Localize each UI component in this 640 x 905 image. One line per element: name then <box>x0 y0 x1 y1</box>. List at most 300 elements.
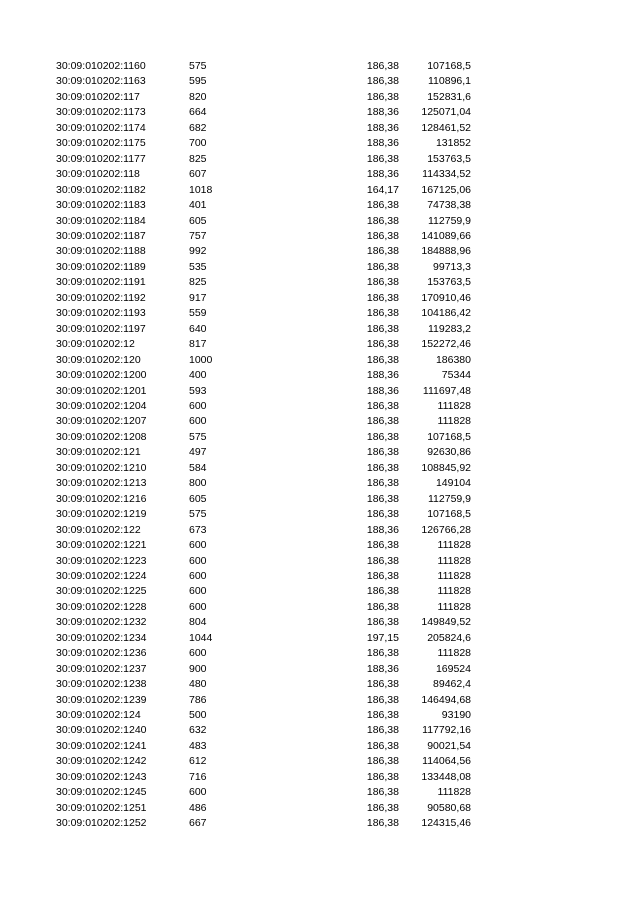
value-cell: 90021,54 <box>427 739 471 752</box>
value-cell: 111828 <box>437 786 471 799</box>
table-row <box>56 399 471 414</box>
rate-cell: 186,38 <box>366 678 399 691</box>
value-cell: 107168,5 <box>427 508 471 521</box>
value-cell: 90580,68 <box>427 801 471 814</box>
area-cell: 595 <box>189 75 207 88</box>
table-row <box>56 121 471 136</box>
value-cell: 170910,46 <box>421 291 471 304</box>
rate-cell: 186,38 <box>366 322 399 335</box>
cadastral-number-cell: 30:09:010202:1241 <box>56 739 147 752</box>
value-cell: 152831,6 <box>427 90 471 103</box>
rate-cell: 186,38 <box>366 353 399 366</box>
rate-cell: 186,38 <box>366 801 399 814</box>
cadastral-number-cell: 30:09:010202:1175 <box>56 137 146 150</box>
area-cell: 400 <box>189 369 207 382</box>
table-row <box>56 384 471 399</box>
rate-cell: 186,38 <box>366 430 399 443</box>
value-cell: 111828 <box>437 415 471 428</box>
table-row <box>56 507 471 522</box>
value-cell: 128461,52 <box>421 121 471 134</box>
value-cell: 99713,3 <box>433 260 471 273</box>
table-row <box>56 615 471 630</box>
table-row <box>56 353 471 368</box>
cadastral-number-cell: 30:09:010202:1191 <box>56 276 146 289</box>
table-row <box>56 801 471 816</box>
rate-cell: 188,36 <box>366 369 399 382</box>
value-cell: 111828 <box>437 647 471 660</box>
cadastral-number-cell: 30:09:010202:1238 <box>56 678 147 691</box>
cadastral-number-cell: 30:09:010202:1236 <box>56 647 147 660</box>
value-cell: 74738,38 <box>427 199 471 212</box>
empty-cell <box>249 445 359 460</box>
rate-cell: 186,38 <box>366 554 399 567</box>
empty-cell <box>249 507 359 522</box>
empty-cell <box>249 74 359 89</box>
area-cell: 992 <box>189 245 207 258</box>
rate-cell: 186,38 <box>366 739 399 752</box>
rate-cell: 188,36 <box>366 168 399 181</box>
table-row <box>56 59 471 74</box>
table-row <box>56 754 471 769</box>
cadastral-number-cell: 30:09:010202:1225 <box>56 585 147 598</box>
empty-cell <box>249 306 359 321</box>
rate-cell: 197,15 <box>366 631 399 644</box>
value-cell: 111828 <box>437 399 471 412</box>
table-row <box>56 306 471 321</box>
cadastral-number-cell: 30:09:010202:1245 <box>56 786 147 799</box>
cadastral-number-cell: 30:09:010202:1201 <box>56 384 147 397</box>
area-cell: 820 <box>189 90 207 103</box>
value-cell: 186380 <box>435 353 471 366</box>
rate-cell: 186,38 <box>366 90 399 103</box>
rate-cell: 186,38 <box>366 585 399 598</box>
cadastral-number-cell: 30:09:010202:1173 <box>56 106 146 119</box>
table-row <box>56 677 471 692</box>
table-row <box>56 554 471 569</box>
empty-cell <box>249 322 359 337</box>
table-row <box>56 770 471 785</box>
rate-cell: 186,38 <box>366 709 399 722</box>
rate-cell: 188,36 <box>366 137 399 150</box>
table-row <box>56 337 471 352</box>
area-cell: 716 <box>189 770 207 783</box>
rate-cell: 186,38 <box>366 647 399 660</box>
table-row <box>56 492 471 507</box>
cadastral-number-cell: 30:09:010202:1207 <box>56 415 147 428</box>
value-cell: 153763,5 <box>427 152 471 165</box>
cadastral-number-cell: 30:09:010202:1189 <box>56 260 146 273</box>
cadastral-number-cell: 30:09:010202:120 <box>56 353 141 366</box>
rate-cell: 186,38 <box>366 260 399 273</box>
empty-cell <box>249 167 359 182</box>
area-cell: 559 <box>189 307 207 320</box>
table-row <box>56 90 471 105</box>
value-cell: 111828 <box>437 585 471 598</box>
cadastral-number-cell: 30:09:010202:1240 <box>56 724 147 737</box>
empty-cell <box>249 244 359 259</box>
area-cell: 600 <box>189 585 207 598</box>
cadastral-number-cell: 30:09:010202:1184 <box>56 214 146 227</box>
area-cell: 600 <box>189 415 207 428</box>
table-row <box>56 430 471 445</box>
table-row <box>56 74 471 89</box>
value-cell: 149849,52 <box>421 616 471 629</box>
empty-cell <box>249 368 359 383</box>
area-cell: 817 <box>189 338 207 351</box>
empty-cell <box>249 291 359 306</box>
value-cell: 125071,04 <box>421 106 471 119</box>
area-cell: 480 <box>189 678 207 691</box>
rate-cell: 186,38 <box>366 600 399 613</box>
value-cell: 108845,92 <box>421 461 471 474</box>
empty-cell <box>249 538 359 553</box>
area-cell: 593 <box>189 384 207 397</box>
value-cell: 152272,46 <box>421 338 471 351</box>
area-cell: 600 <box>189 554 207 567</box>
rate-cell: 186,38 <box>366 446 399 459</box>
cadastral-number-cell: 30:09:010202:1237 <box>56 662 147 675</box>
parcel-table-body <box>56 59 471 832</box>
table-row <box>56 708 471 723</box>
rate-cell: 186,38 <box>366 817 399 830</box>
value-cell: 114064,56 <box>422 755 471 768</box>
rate-cell: 188,36 <box>366 662 399 675</box>
table-row <box>56 214 471 229</box>
empty-cell <box>249 121 359 136</box>
rate-cell: 186,38 <box>366 415 399 428</box>
value-cell: 110896,1 <box>427 75 471 88</box>
empty-cell <box>249 430 359 445</box>
table-row <box>56 275 471 290</box>
rate-cell: 188,36 <box>366 523 399 536</box>
area-cell: 917 <box>189 291 207 304</box>
value-cell: 75344 <box>441 369 471 382</box>
value-cell: 146494,68 <box>421 693 471 706</box>
table-row <box>56 260 471 275</box>
table-row <box>56 662 471 677</box>
area-cell: 640 <box>189 322 207 335</box>
table-row <box>56 785 471 800</box>
rate-cell: 186,38 <box>366 399 399 412</box>
rate-cell: 186,38 <box>366 152 399 165</box>
empty-cell <box>249 492 359 507</box>
rate-cell: 186,38 <box>366 539 399 552</box>
rate-cell: 188,36 <box>366 384 399 397</box>
area-cell: 700 <box>189 137 207 150</box>
rate-cell: 186,38 <box>366 199 399 212</box>
empty-cell <box>249 152 359 167</box>
value-cell: 126766,28 <box>421 523 471 536</box>
empty-cell <box>249 90 359 105</box>
rate-cell: 164,17 <box>366 183 399 196</box>
area-cell: 483 <box>189 739 207 752</box>
area-cell: 1018 <box>189 183 213 196</box>
value-cell: 111828 <box>437 554 471 567</box>
empty-cell <box>249 523 359 538</box>
rate-cell: 186,38 <box>366 569 399 582</box>
cadastral-number-cell: 30:09:010202:1177 <box>56 152 146 165</box>
rate-cell: 186,38 <box>366 75 399 88</box>
cadastral-number-cell: 30:09:010202:1174 <box>56 121 146 134</box>
empty-cell <box>249 677 359 692</box>
table-row <box>56 476 471 491</box>
value-cell: 111828 <box>437 539 471 552</box>
cadastral-number-cell: 30:09:010202:1234 <box>56 631 147 644</box>
area-cell: 900 <box>189 662 207 675</box>
table-row <box>56 229 471 244</box>
area-cell: 600 <box>189 399 207 412</box>
value-cell: 107168,5 <box>427 60 471 72</box>
cadastral-number-cell: 30:09:010202:1223 <box>56 554 147 567</box>
area-cell: 632 <box>189 724 207 737</box>
empty-cell <box>249 662 359 677</box>
empty-cell <box>249 399 359 414</box>
cadastral-number-cell: 30:09:010202:1183 <box>56 199 146 212</box>
area-cell: 497 <box>189 446 207 459</box>
empty-cell <box>249 723 359 738</box>
area-cell: 584 <box>189 461 207 474</box>
value-cell: 184888,96 <box>421 245 471 258</box>
empty-cell <box>249 476 359 491</box>
rate-cell: 186,38 <box>366 291 399 304</box>
cadastral-number-cell: 30:09:010202:1232 <box>56 616 147 629</box>
table-row <box>56 739 471 754</box>
empty-cell <box>249 816 359 831</box>
cadastral-number-cell: 30:09:010202:1163 <box>56 75 146 88</box>
cadastral-number-cell: 30:09:010202:1197 <box>56 322 146 335</box>
area-cell: 600 <box>189 539 207 552</box>
empty-cell <box>249 136 359 151</box>
empty-cell <box>249 198 359 213</box>
empty-cell <box>249 785 359 800</box>
empty-cell <box>249 693 359 708</box>
value-cell: 92630,86 <box>427 446 471 459</box>
area-cell: 605 <box>189 492 207 505</box>
table-row <box>56 523 471 538</box>
cadastral-number-cell: 30:09:010202:1192 <box>56 291 146 304</box>
rate-cell: 186,38 <box>366 214 399 227</box>
table-row <box>56 136 471 151</box>
area-cell: 825 <box>189 152 207 165</box>
table-row <box>56 569 471 584</box>
empty-cell <box>249 615 359 630</box>
value-cell: 149104 <box>435 477 471 490</box>
value-cell: 104186,42 <box>421 307 471 320</box>
area-cell: 486 <box>189 801 207 814</box>
cadastral-number-cell: 30:09:010202:1251 <box>56 801 147 814</box>
area-cell: 825 <box>189 276 207 289</box>
area-cell: 401 <box>189 199 207 212</box>
area-cell: 1000 <box>189 353 213 366</box>
area-cell: 600 <box>189 600 207 613</box>
table-row <box>56 816 471 831</box>
empty-cell <box>249 214 359 229</box>
empty-cell <box>249 770 359 785</box>
empty-cell <box>249 260 359 275</box>
rate-cell: 186,38 <box>366 492 399 505</box>
value-cell: 153763,5 <box>427 276 471 289</box>
rate-cell: 186,38 <box>366 616 399 629</box>
area-cell: 607 <box>189 168 207 181</box>
cadastral-number-cell: 30:09:010202:122 <box>56 523 141 536</box>
table-row <box>56 461 471 476</box>
value-cell: 141089,66 <box>421 229 471 242</box>
cadastral-number-cell: 30:09:010202:1243 <box>56 770 147 783</box>
table-row <box>56 723 471 738</box>
table-row <box>56 167 471 182</box>
area-cell: 800 <box>189 477 207 490</box>
rate-cell: 186,38 <box>366 786 399 799</box>
area-cell: 804 <box>189 616 207 629</box>
area-cell: 1044 <box>189 631 213 644</box>
rate-cell: 186,38 <box>366 276 399 289</box>
value-cell: 133448,08 <box>421 770 471 783</box>
empty-cell <box>249 739 359 754</box>
cadastral-number-cell: 30:09:010202:1228 <box>56 600 147 613</box>
area-cell: 600 <box>189 647 207 660</box>
empty-cell <box>249 584 359 599</box>
cadastral-number-cell: 30:09:010202:1188 <box>56 245 146 258</box>
parcel-table <box>56 59 471 832</box>
empty-cell <box>249 801 359 816</box>
cadastral-number-cell: 30:09:010202:124 <box>56 709 141 722</box>
value-cell: 114334,52 <box>422 168 471 181</box>
empty-cell <box>249 183 359 198</box>
value-cell: 124315,46 <box>421 817 471 830</box>
empty-cell <box>249 461 359 476</box>
cadastral-number-cell: 30:09:010202:1221 <box>56 539 147 552</box>
table-row <box>56 414 471 429</box>
rate-cell: 186,38 <box>366 693 399 706</box>
cadastral-number-cell: 30:09:010202:118 <box>56 168 140 181</box>
empty-cell <box>249 229 359 244</box>
value-cell: 111697,48 <box>422 384 471 397</box>
value-cell: 112759,9 <box>427 492 471 505</box>
empty-cell <box>249 353 359 368</box>
cadastral-number-cell: 30:09:010202:1224 <box>56 569 147 582</box>
value-cell: 169524 <box>435 662 471 675</box>
table-row <box>56 322 471 337</box>
value-cell: 117792,16 <box>422 724 471 737</box>
table-row <box>56 600 471 615</box>
area-cell: 612 <box>189 755 207 768</box>
rate-cell: 188,36 <box>366 106 399 119</box>
value-cell: 112759,9 <box>427 214 471 227</box>
area-cell: 575 <box>189 430 207 443</box>
empty-cell <box>249 569 359 584</box>
cadastral-number-cell: 30:09:010202:1193 <box>56 307 146 320</box>
table-row <box>56 291 471 306</box>
area-cell: 575 <box>189 60 207 72</box>
empty-cell <box>249 600 359 615</box>
area-cell: 664 <box>189 106 207 119</box>
rate-cell: 186,38 <box>366 724 399 737</box>
empty-cell <box>249 708 359 723</box>
rate-cell: 186,38 <box>366 755 399 768</box>
value-cell: 107168,5 <box>427 430 471 443</box>
cadastral-number-cell: 30:09:010202:1252 <box>56 817 147 830</box>
area-cell: 786 <box>189 693 207 706</box>
cadastral-number-cell: 30:09:010202:1200 <box>56 369 147 382</box>
rate-cell: 186,38 <box>366 307 399 320</box>
empty-cell <box>249 337 359 352</box>
empty-cell <box>249 754 359 769</box>
rate-cell: 186,38 <box>366 338 399 351</box>
cadastral-number-cell: 30:09:010202:1242 <box>56 755 147 768</box>
rate-cell: 186,38 <box>366 461 399 474</box>
empty-cell <box>249 646 359 661</box>
rate-cell: 186,38 <box>366 770 399 783</box>
cadastral-number-cell: 30:09:010202:1182 <box>56 183 146 196</box>
value-cell: 111828 <box>437 600 471 613</box>
rate-cell: 186,38 <box>366 60 399 72</box>
value-cell: 111828 <box>437 569 471 582</box>
area-cell: 575 <box>189 508 207 521</box>
empty-cell <box>249 105 359 120</box>
table-row <box>56 693 471 708</box>
rate-cell: 186,38 <box>366 229 399 242</box>
cadastral-number-cell: 30:09:010202:1210 <box>56 461 147 474</box>
table-row <box>56 445 471 460</box>
empty-cell <box>249 275 359 290</box>
area-cell: 600 <box>189 786 207 799</box>
value-cell: 131852 <box>435 137 471 150</box>
cadastral-number-cell: 30:09:010202:121 <box>56 446 141 459</box>
table-row <box>56 646 471 661</box>
table-row <box>56 584 471 599</box>
area-cell: 667 <box>189 817 207 830</box>
value-cell: 93190 <box>441 709 471 722</box>
empty-cell <box>249 384 359 399</box>
cadastral-number-cell: 30:09:010202:1239 <box>56 693 147 706</box>
table-row <box>56 244 471 259</box>
cadastral-number-cell: 30:09:010202:1187 <box>56 229 146 242</box>
cadastral-number-cell: 30:09:010202:1213 <box>56 477 147 490</box>
area-cell: 600 <box>189 569 207 582</box>
area-cell: 605 <box>189 214 207 227</box>
table-row <box>56 183 471 198</box>
empty-cell <box>249 631 359 646</box>
cadastral-number-cell: 30:09:010202:1219 <box>56 508 147 521</box>
area-cell: 535 <box>189 260 207 273</box>
value-cell: 167125,06 <box>421 183 471 196</box>
cadastral-number-cell: 30:09:010202:117 <box>56 90 140 103</box>
table-row <box>56 198 471 213</box>
table-row <box>56 368 471 383</box>
table-row <box>56 538 471 553</box>
area-cell: 500 <box>189 709 207 722</box>
rate-cell: 186,38 <box>366 245 399 258</box>
cadastral-number-cell: 30:09:010202:1216 <box>56 492 147 505</box>
value-cell: 89462,4 <box>433 678 471 691</box>
cadastral-number-cell: 30:09:010202:1160 <box>56 60 146 72</box>
rate-cell: 186,38 <box>366 477 399 490</box>
cadastral-number-cell: 30:09:010202:1204 <box>56 399 147 412</box>
table-row <box>56 152 471 167</box>
empty-cell <box>249 59 359 74</box>
area-cell: 682 <box>189 121 207 134</box>
empty-cell <box>249 414 359 429</box>
table-row <box>56 105 471 120</box>
empty-cell <box>249 554 359 569</box>
cadastral-number-cell: 30:09:010202:1208 <box>56 430 147 443</box>
area-cell: 673 <box>189 523 207 536</box>
area-cell: 757 <box>189 229 207 242</box>
cadastral-number-cell: 30:09:010202:12 <box>56 338 135 351</box>
rate-cell: 186,38 <box>366 508 399 521</box>
value-cell: 119283,2 <box>427 322 471 335</box>
table-row <box>56 631 471 646</box>
